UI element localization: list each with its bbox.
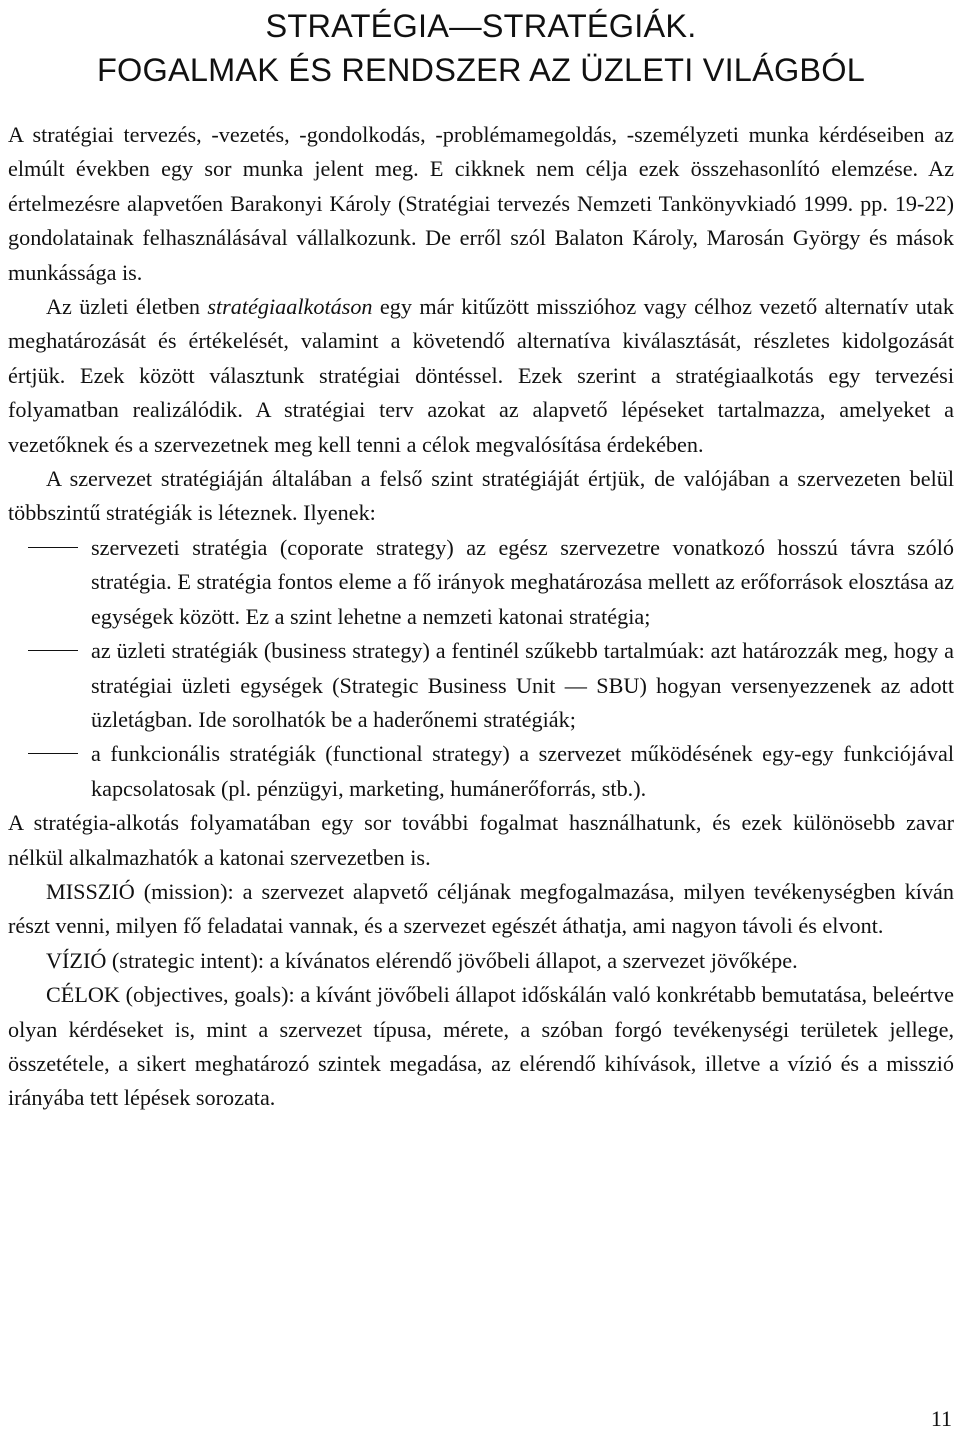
document-title <box>8 4 954 92</box>
document-page <box>8 4 954 1116</box>
strategy-levels-paragraph: A szervezet stratégiáján általában a felső szint stratégiáját értjük, de valójában a szervezeten belül többszintű stratégiák is léteznek. Ilyenek: <box>8 466 954 526</box>
intro-paragraph: A stratégiai tervezés, -vezetés, -gondolkodás, -problémamegoldás, -személyzeti munka kérdéseiben az elmúlt években egy sor munka jelent meg. E cikknek nem célja ezek összehasonlító elemzése. Az értelmezésre alapvetően Barakonyi Károly (Stratégiai tervezés Nemzeti Tankönyvkiadó 1999. pp. 19-22) gondolatainak felhasználásával vállalkozunk. De erről szól Balaton Károly, Marosán György és mások munkássága is. <box>8 122 954 285</box>
list-item-corporate-strategy <box>8 531 954 634</box>
mission-definition: MISSZIÓ (mission): a szervezet alapvető céljának megfogalmazása, milyen tevékenységben kíván részt venni, milyen fő feladatai vannak, és a szervezet egészét áthatja, ami nagyon távoli és elvont. <box>8 878 954 939</box>
dash-bullet-icon <box>28 547 78 548</box>
dash-bullet-icon <box>28 650 78 651</box>
objectives-definition: CÉLOK (objectives, goals): a kívánt jövőbeli állapot időskálán való konkrétabb bemutatása, beleértve olyan kérdéseket is, mint a szervezet típusa, mérete, a szóban forgó tevékenységi területek jellege, összetétele, a sikert meghatározó szintek megadása, az elérendő kihívások, illetve a vízió és a misszió irányába tett lépések sorozata. <box>8 982 954 1111</box>
concepts-paragraph: A stratégia-alkotás folyamatában egy sor további fogalmat használhatunk, és ezek különösebb zavar nélkül alkalmazhatók a katonai szervezetben is. <box>8 810 954 870</box>
list-item-text: a funkcionális stratégiák (functional strategy) a szervezet működésének egy-egy funkciójával kapcsolatosak (pl. pénzügyi, marketing, humánerőforrás, stb.). <box>91 741 954 801</box>
strategy-definition-text-start: Az üzleti életben <box>46 294 208 320</box>
list-item-business-strategy <box>8 634 954 737</box>
document-body <box>8 118 954 1116</box>
list-item-text: az üzleti stratégiák (business strategy) a fentinél szűkebb tartalmúak: azt határozzák meg, hogy a stratégiai üzleti egységek (Strategic Business Unit — SBU) hogyan versenyezzenek az adott üzletágban. Ide sorolhatók be a haderőnemi stratégiák; <box>91 638 954 732</box>
vision-definition: VÍZIÓ (strategic intent): a kívánatos elérendő jövőbeli állapot, a szervezet jövőképe. <box>46 947 798 973</box>
strategy-levels-list <box>8 531 954 806</box>
title-line-1: STRATÉGIA—STRATÉGIÁK. <box>265 8 697 44</box>
strategy-definition-paragraph <box>8 290 954 462</box>
list-item-text: szervezeti stratégia (coporate strategy) az egész szervezetre vonatkozó hosszú távra szóló stratégia. E stratégia fontos eleme a fő irányok meghatározása mellett az erőforrások elosztása az egységek között. Ez a szint lehetne a nemzeti katonai stratégia; <box>91 534 954 629</box>
title-line-2: FOGALMAK ÉS RENDSZER AZ ÜZLETI VILÁGBÓL <box>96 52 866 88</box>
list-item-functional-strategy <box>8 737 954 806</box>
page-number: 11 <box>930 1406 952 1431</box>
strategy-term-emphasis: stratégiaalkotáson <box>207 294 373 320</box>
dash-bullet-icon <box>28 753 78 754</box>
strategy-definition-text-end: egy már kitűzött misszióhoz vagy célhoz vezető alternatív utak meghatározását és értékelését, valamint a követendő alternatíva kiválasztását, részletes kidolgozását értjük. Ezek között választunk stratégiai döntéssel. Ezek szerint a stratégiaalkotás egy tervezési folyamatban realizálódik. A stratégiai terv azokat az alapvető lépéseket tartalmazza, amelyeket a vezetőknek és a szervezetnek meg kell tenni a célok megvalósítása érdekében. <box>8 294 954 457</box>
